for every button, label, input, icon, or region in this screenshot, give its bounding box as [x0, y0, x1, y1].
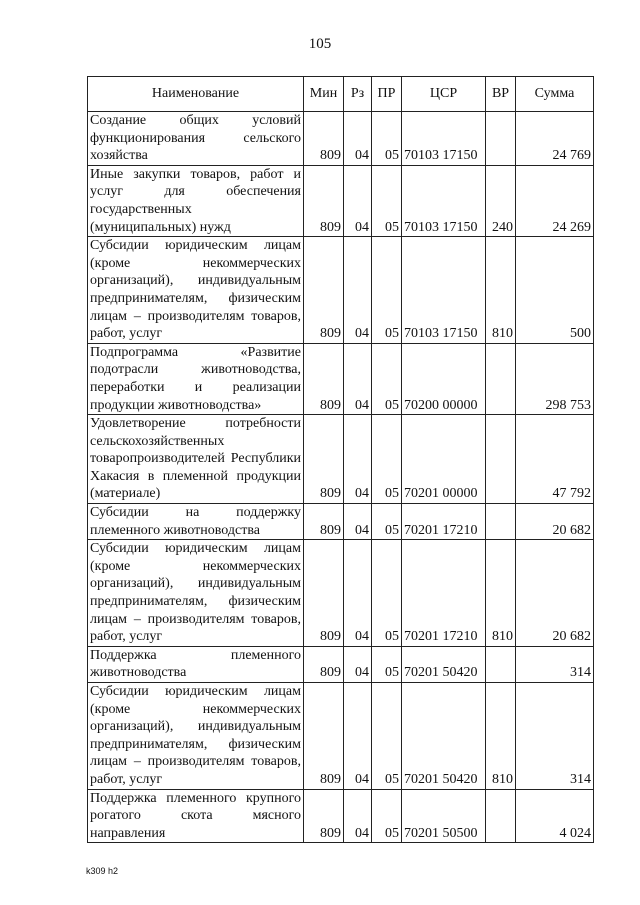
- table-row: [88, 540, 594, 647]
- row-pr: 05: [372, 646, 402, 682]
- row-name: Субсидии юридическим лицам (кроме некоммерческих организаций), индивидуальным предпринимателям, физическим лицам – производителям товаров, работ, услуг: [88, 683, 304, 790]
- row-min: 809: [304, 789, 344, 843]
- row-min: 809: [304, 646, 344, 682]
- header-name: Наименование: [88, 77, 304, 112]
- row-min: 809: [304, 165, 344, 236]
- row-name: Субсидии на поддержку племенного животноводства: [88, 504, 304, 540]
- row-rz: 04: [344, 112, 372, 166]
- row-min: 809: [304, 504, 344, 540]
- row-sum: 500: [516, 237, 594, 344]
- table-row: [88, 789, 594, 843]
- row-rz: 04: [344, 789, 372, 843]
- row-sum: 314: [516, 683, 594, 790]
- row-pr: 05: [372, 343, 402, 414]
- row-rz: 04: [344, 540, 372, 647]
- row-rz: 04: [344, 165, 372, 236]
- row-name: Субсидии юридическим лицам (кроме некоммерческих организаций), индивидуальным предпринимателям, физическим лицам – производителям товаров, работ, услуг: [88, 540, 304, 647]
- table-row: [88, 165, 594, 236]
- row-csr: 70201 17210: [402, 540, 486, 647]
- table-row: [88, 415, 594, 504]
- row-vr: [486, 504, 516, 540]
- row-min: 809: [304, 415, 344, 504]
- header-csr: ЦСР: [402, 77, 486, 112]
- row-csr: 70201 50500: [402, 789, 486, 843]
- row-vr: [486, 415, 516, 504]
- row-pr: 05: [372, 415, 402, 504]
- row-vr: [486, 789, 516, 843]
- row-pr: 05: [372, 237, 402, 344]
- footer-code: k309 h2: [86, 866, 119, 876]
- row-vr: [486, 112, 516, 166]
- row-name: Создание общих условий функционирования сельского хозяйства: [88, 112, 304, 166]
- row-sum: 24 769: [516, 112, 594, 166]
- row-pr: 05: [372, 683, 402, 790]
- header-vr: ВР: [486, 77, 516, 112]
- row-sum: 298 753: [516, 343, 594, 414]
- row-sum: 24 269: [516, 165, 594, 236]
- header-min: Мин: [304, 77, 344, 112]
- header-sum: Сумма: [516, 77, 594, 112]
- table-row: [88, 683, 594, 790]
- table-header-row: [88, 77, 594, 112]
- row-csr: 70201 00000: [402, 415, 486, 504]
- row-min: 809: [304, 237, 344, 344]
- row-pr: 05: [372, 540, 402, 647]
- row-rz: 04: [344, 415, 372, 504]
- row-sum: 20 682: [516, 504, 594, 540]
- table-row: [88, 343, 594, 414]
- row-pr: 05: [372, 789, 402, 843]
- row-sum: 4 024: [516, 789, 594, 843]
- table-row: [88, 112, 594, 166]
- row-name: Удовлетворение потребности сельскохозяйственных товаропроизводителей Республики Хакасия в племенной продукции (материале): [88, 415, 304, 504]
- row-pr: 05: [372, 112, 402, 166]
- row-name: Субсидии юридическим лицам (кроме некоммерческих организаций), индивидуальным предпринимателям, физическим лицам – производителям товаров, работ, услуг: [88, 237, 304, 344]
- row-min: 809: [304, 683, 344, 790]
- row-min: 809: [304, 343, 344, 414]
- header-rz: Рз: [344, 77, 372, 112]
- row-name: Поддержка племенного крупного рогатого скота мясного направления: [88, 789, 304, 843]
- row-sum: 314: [516, 646, 594, 682]
- page-number: 105: [308, 36, 332, 52]
- row-name: Иные закупки товаров, работ и услуг для обеспечения государственных (муниципальных) нужд: [88, 165, 304, 236]
- row-pr: 05: [372, 165, 402, 236]
- row-csr: 70201 17210: [402, 504, 486, 540]
- row-sum: 20 682: [516, 540, 594, 647]
- budget-table: [87, 76, 594, 843]
- row-csr: 70103 17150: [402, 112, 486, 166]
- row-vr: [486, 646, 516, 682]
- row-rz: 04: [344, 683, 372, 790]
- row-name: Подпрограмма «Развитие подотрасли животноводства, переработки и реализации продукции животноводства»: [88, 343, 304, 414]
- row-pr: 05: [372, 504, 402, 540]
- header-pr: ПР: [372, 77, 402, 112]
- row-csr: 70201 50420: [402, 683, 486, 790]
- row-vr: [486, 343, 516, 414]
- row-min: 809: [304, 540, 344, 647]
- row-vr: 810: [486, 683, 516, 790]
- row-vr: 810: [486, 540, 516, 647]
- row-min: 809: [304, 112, 344, 166]
- table-row: [88, 504, 594, 540]
- row-name: Поддержка племенного животноводства: [88, 646, 304, 682]
- row-rz: 04: [344, 504, 372, 540]
- row-rz: 04: [344, 646, 372, 682]
- row-rz: 04: [344, 343, 372, 414]
- row-csr: 70200 00000: [402, 343, 486, 414]
- row-csr: 70103 17150: [402, 165, 486, 236]
- row-vr: 240: [486, 165, 516, 236]
- table-row: [88, 237, 594, 344]
- row-csr: 70201 50420: [402, 646, 486, 682]
- row-vr: 810: [486, 237, 516, 344]
- row-rz: 04: [344, 237, 372, 344]
- row-csr: 70103 17150: [402, 237, 486, 344]
- table-row: [88, 646, 594, 682]
- row-sum: 47 792: [516, 415, 594, 504]
